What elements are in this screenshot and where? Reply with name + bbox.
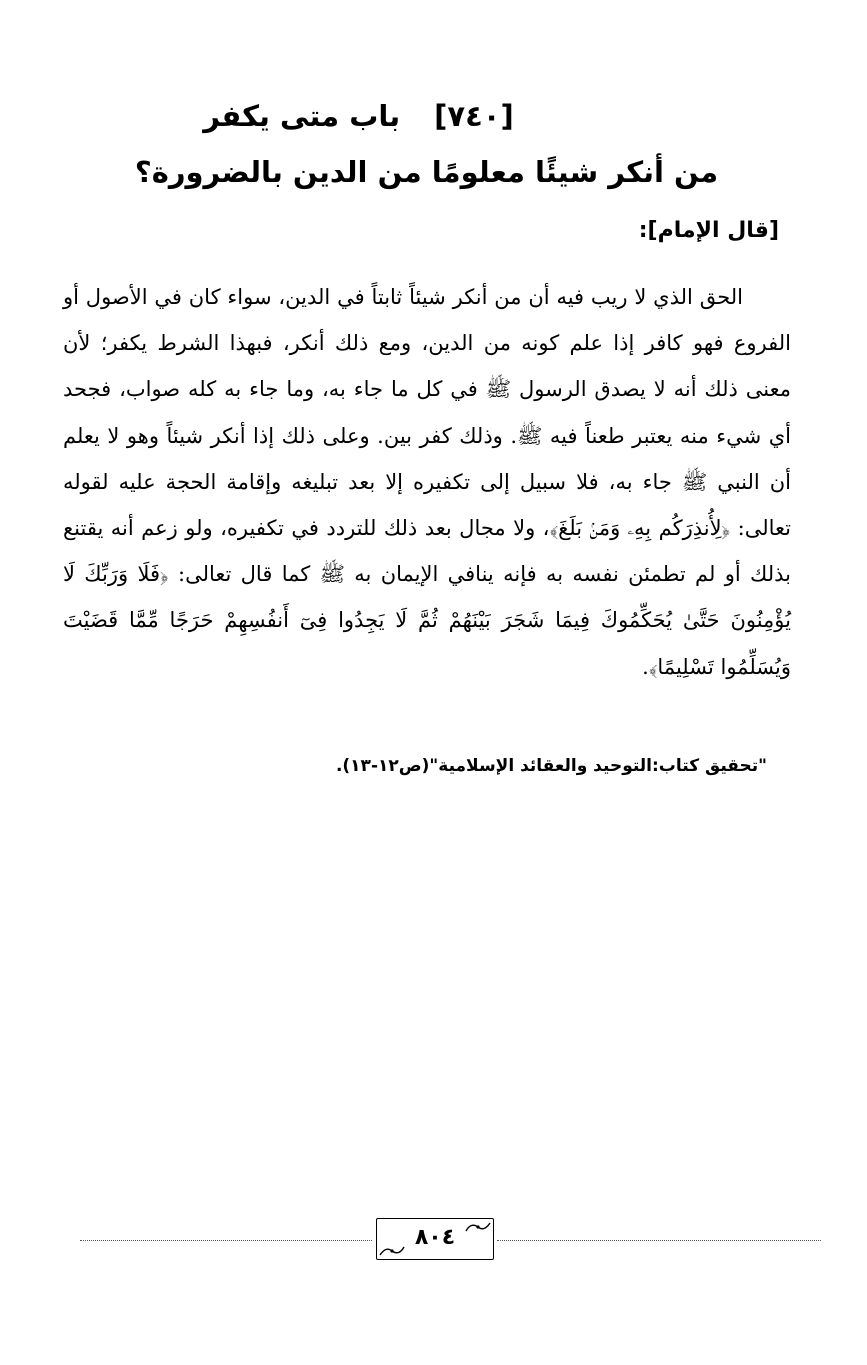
page-number-frame bbox=[376, 1218, 494, 1260]
page-number: ٨٠٤ bbox=[414, 1225, 456, 1250]
chapter-heading bbox=[80, 88, 787, 200]
body-text-part1: الحق الذي لا ريب فيه أن من أنكر شيئاً ثابتاً في الدين، سواء كان في الأصول أو الفروع فهو كافر إذا علم كونه من الدين، ومع ذلك أنكر، فبهذا الشرط يكفر؛ لأن معنى ذلك أنه لا يصدق الرسول ﷺ في كل ما جاء به، وما جاء به كله صواب، فجحد أي شيء منه يعتبر طعناً فيه ﷺ. وذلك كفر بين. وعلى ذلك إذا أنكر شيئاً وهو لا يعلم أن النبي ﷺ جاء به، فلا سبيل إلى تكفيره إلا بعد تبليغه وإقامة الحجة عليه لقوله تعالى: bbox=[63, 285, 792, 541]
footer-dotted-rule-right bbox=[497, 1240, 821, 1241]
footer-dotted-rule-left bbox=[80, 1240, 372, 1241]
page-footer bbox=[0, 1218, 867, 1264]
body-text-part3: . bbox=[642, 654, 649, 679]
quran-quote-1: ﴿لِأُنذِرَكُم بِهِۦ وَمَنۢ بَلَغَ﴾ bbox=[549, 516, 731, 541]
chapter-heading-line1 bbox=[80, 88, 787, 144]
chapter-title-line2: من أنكر شيئًا معلومًا من الدين بالضرورة؟ bbox=[134, 155, 719, 189]
quran-quote-2: ﴿فَلَا وَرَبِّكَ لَا يُؤْمِنُونَ حَتَّىٰ يُحَكِّمُوكَ فِيمَا شَجَرَ بَيْنَهُمْ ثُمَّ لَا يَجِدُوا فِىٓ أَنفُسِهِمْ حَرَجًا مِّمَّا قَضَيْتَ وَيُسَلِّمُوا تَسْلِيمًا﴾ bbox=[63, 562, 791, 679]
chapter-number: [٧٤٠] bbox=[434, 99, 514, 133]
speaker-label: [قال الإمام]: bbox=[638, 218, 779, 243]
body-text-part2: ، ولا مجال بعد ذلك للتردد في تكفيره، ولو زعم أنه يقتنع بذلك أو لم تطمئن نفسه به فإنه ينافي الإيمان به ﷺ كما قال تعالى: bbox=[63, 516, 792, 587]
body-paragraph bbox=[63, 274, 791, 690]
source-citation: "تحقيق كتاب:التوحيد والعقائد الإسلامية"(ص١٢-١٣). bbox=[335, 756, 767, 776]
chapter-title-line1: باب متى يكفر bbox=[203, 99, 401, 133]
